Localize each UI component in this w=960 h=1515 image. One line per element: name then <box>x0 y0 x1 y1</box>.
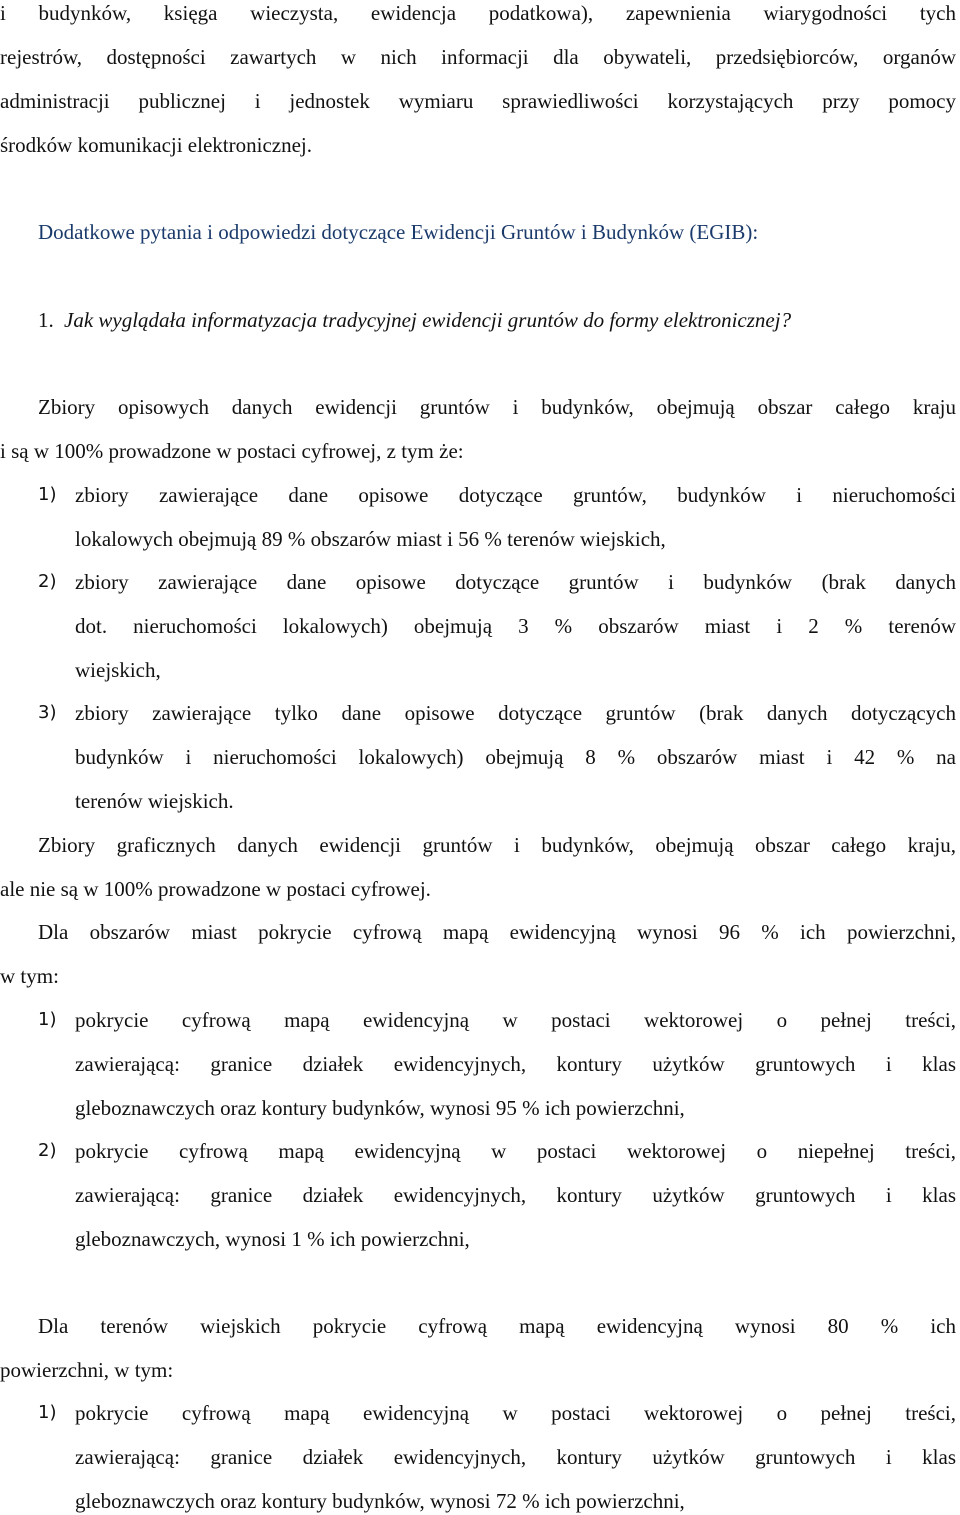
text-line: w tym: <box>0 964 59 988</box>
list-number: 1) <box>38 1009 57 1030</box>
question-number: 1. <box>38 308 54 332</box>
list-number: 2) <box>38 1140 57 1161</box>
list-item-line: lokalowych obejmują 89 % obszarów miast i 56 % terenów wiejskich, <box>75 527 666 551</box>
text-line: i budynków, księga wieczysta, ewidencja podatkowa), zapewnienia wiarygodności tych <box>0 1 956 25</box>
list-item-line: dot. nieruchomości lokalowych) obejmują 3 % obszarów miast i 2 % terenów <box>75 614 956 638</box>
list-number: 2) <box>38 571 57 592</box>
list-item-line: zbiory zawierające dane opisowe dotyczące gruntów, budynków i nieruchomości <box>75 483 956 507</box>
text-line: Dla obszarów miast pokrycie cyfrową mapą ewidencyjną wynosi 96 % ich powierzchni, <box>38 920 956 944</box>
list-item-line: zawierającą: granice działek ewidencyjnych, kontury użytków gruntowych i klas <box>75 1445 956 1469</box>
text-line: powierzchni, w tym: <box>0 1358 174 1382</box>
text-line: Zbiory opisowych danych ewidencji gruntów i budynków, obejmują obszar całego kraju <box>38 395 956 419</box>
list-item-line: gleboznawczych oraz kontury budynków, wynosi 72 % ich powierzchni, <box>75 1489 685 1513</box>
list-item-line: gleboznawczych oraz kontury budynków, wynosi 95 % ich powierzchni, <box>75 1096 685 1120</box>
text-line: rejestrów, dostępności zawartych w nich informacji dla obywateli, przedsiębiorców, organów <box>0 45 956 69</box>
text-line: Zbiory graficznych danych ewidencji gruntów i budynków, obejmują obszar całego kraju, <box>38 833 956 857</box>
section-heading: Dodatkowe pytania i odpowiedzi dotyczące Ewidencji Gruntów i Budynków (EGIB): <box>38 220 759 244</box>
list-number: 1) <box>38 1402 57 1423</box>
list-item-line: zawierającą: granice działek ewidencyjnych, kontury użytków gruntowych i klas <box>75 1183 956 1207</box>
list-item-line: terenów wiejskich. <box>75 789 234 813</box>
list-item-line: zbiory zawierające tylko dane opisowe dotyczące gruntów (brak danych dotyczących <box>75 701 956 725</box>
list-item-line: gleboznawczych, wynosi 1 % ich powierzchni, <box>75 1227 470 1251</box>
list-item-line: pokrycie cyfrową mapą ewidencyjną w postaci wektorowej o niepełnej treści, <box>75 1139 956 1163</box>
list-number: 3) <box>38 702 57 723</box>
list-item-line: pokrycie cyfrową mapą ewidencyjną w postaci wektorowej o pełnej treści, <box>75 1401 956 1425</box>
list-item-line: zbiory zawierające dane opisowe dotyczące gruntów i budynków (brak danych <box>75 570 956 594</box>
text-line: ale nie są w 100% prowadzone w postaci cyfrowej. <box>0 877 431 901</box>
list-item-line: zawierającą: granice działek ewidencyjnych, kontury użytków gruntowych i klas <box>75 1052 956 1076</box>
text-line: środków komunikacji elektronicznej. <box>0 133 312 157</box>
text-line: Dla terenów wiejskich pokrycie cyfrową mapą ewidencyjną wynosi 80 % ich <box>38 1314 956 1338</box>
text-line: administracji publicznej i jednostek wymiaru sprawiedliwości korzystających przy pomocy <box>0 89 956 113</box>
list-item-line: budynków i nieruchomości lokalowych) obejmują 8 % obszarów miast i 42 % na <box>75 745 956 769</box>
list-item-line: pokrycie cyfrową mapą ewidencyjną w postaci wektorowej o pełnej treści, <box>75 1008 956 1032</box>
list-number: 1) <box>38 484 57 505</box>
question-text: Jak wyglądała informatyzacja tradycyjnej ewidencji gruntów do formy elektronicznej? <box>64 308 792 332</box>
list-item-line: wiejskich, <box>75 658 161 682</box>
text-line: i są w 100% prowadzone w postaci cyfrowej, z tym że: <box>0 439 464 463</box>
